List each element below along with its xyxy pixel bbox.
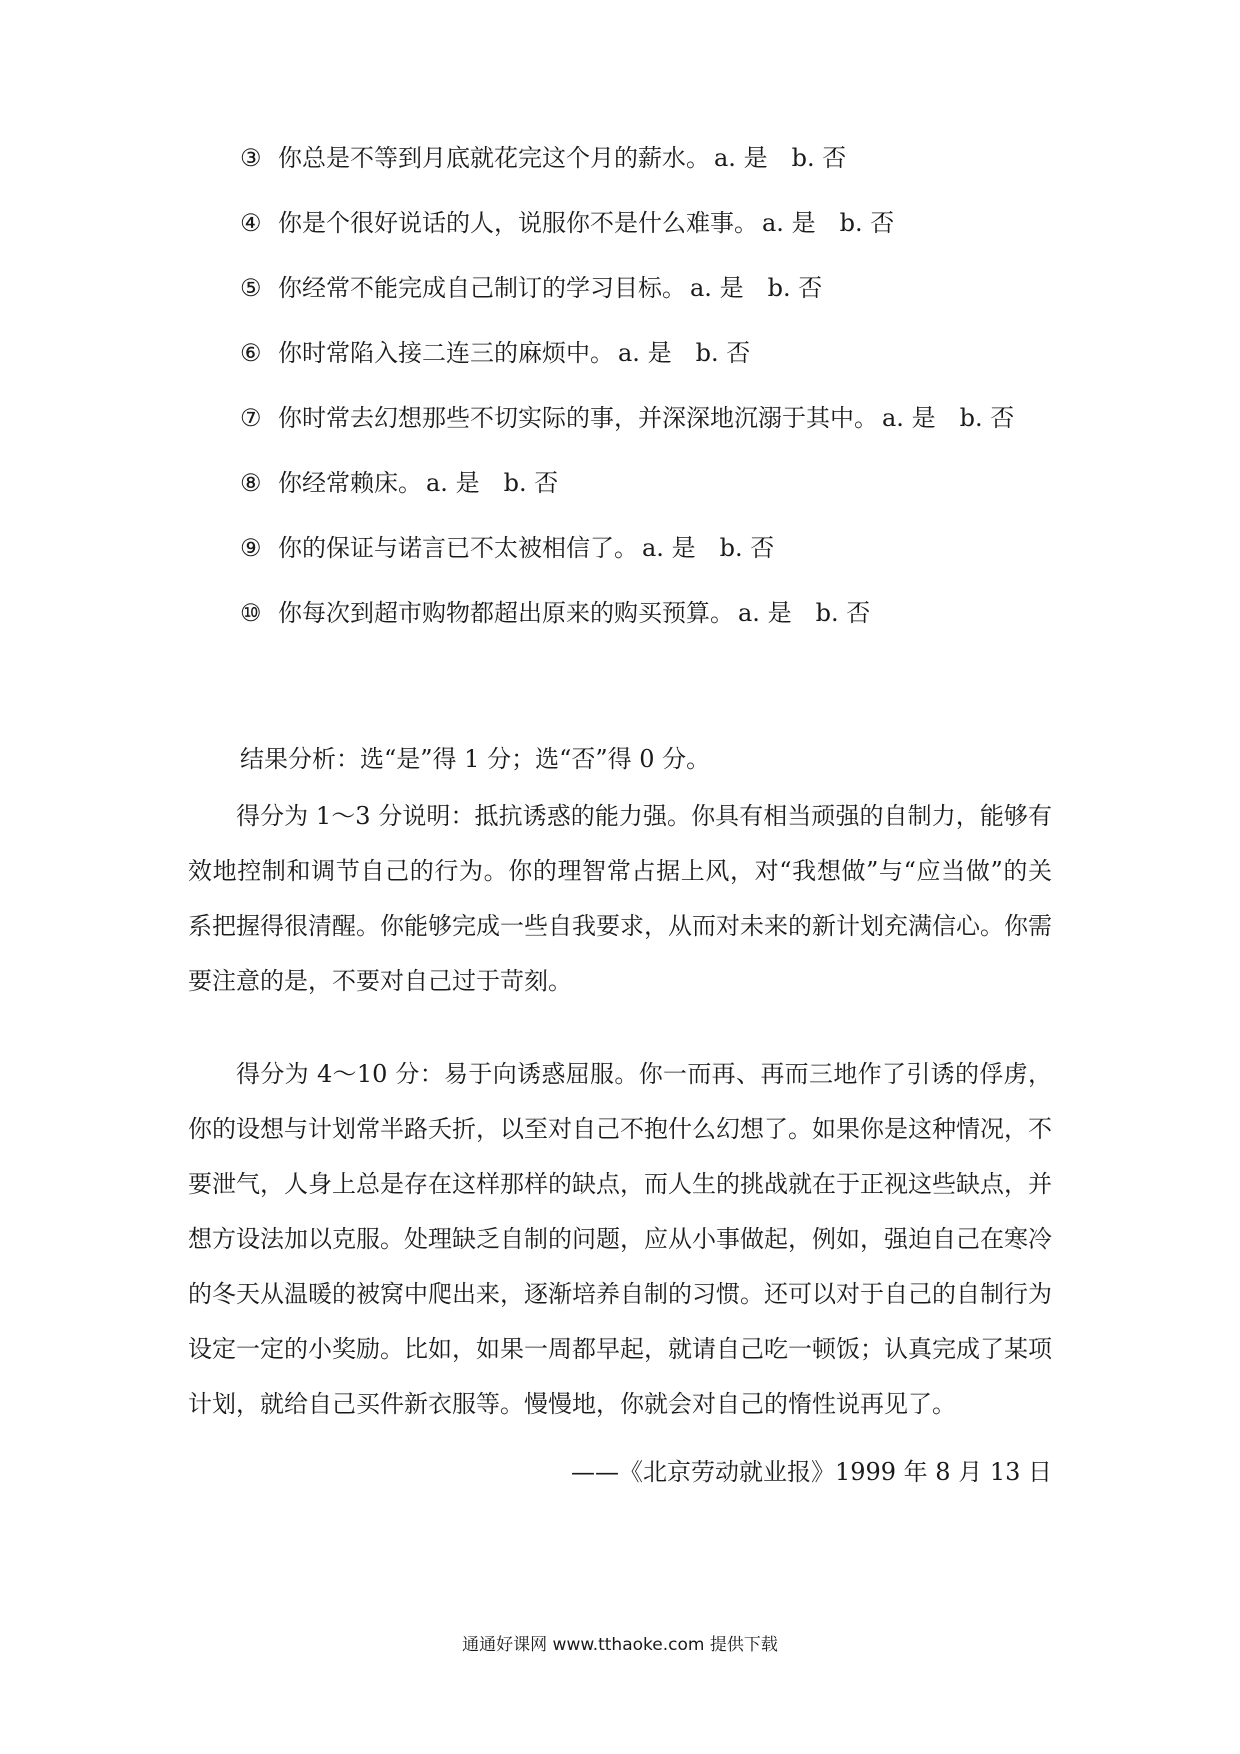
question-text: 你时常陷入接二连三的麻烦中。 — [278, 339, 614, 367]
question-text: 你时常去幻想那些不切实际的事，并深深地沉溺于其中。 — [278, 404, 878, 432]
question-number: ③ — [240, 144, 262, 172]
question-item — [240, 597, 870, 629]
option-a: a. 是 — [690, 274, 744, 302]
question-number: ⑦ — [240, 404, 262, 432]
option-a: a. 是 — [714, 144, 768, 172]
question-number: ⑧ — [240, 469, 262, 497]
question-number: ⑨ — [240, 534, 262, 562]
question-item — [240, 402, 1014, 434]
question-number: ④ — [240, 209, 262, 237]
question-text: 你经常不能完成自己制订的学习目标。 — [278, 274, 686, 302]
option-b: b. 否 — [719, 534, 775, 562]
score-explanation-low: 得分为 1～3 分说明：抵抗诱惑的能力强。你具有相当顽强的自制力，能够有效地控制和调节自己的行为。你的理智常占据上风，对“我想做”与“应当做”的关系把握得很清醒。你能够完成一些自我要求，从而对未来的新计划充满信心。你需要注意的是，不要对自己过于苛刻。 — [188, 802, 1052, 995]
result-analysis: 结果分析：选“是”得 1 分；选“否”得 0 分。 — [240, 745, 711, 773]
option-b: b. 否 — [695, 339, 751, 367]
option-a: a. 是 — [762, 209, 816, 237]
option-a: a. 是 — [882, 404, 936, 432]
option-a: a. 是 — [426, 469, 480, 497]
question-text: 你经常赖床。 — [278, 469, 422, 497]
option-b: b. 否 — [767, 274, 823, 302]
option-b: b. 否 — [815, 599, 871, 627]
score-explanation-high: 得分为 4～10 分：易于向诱惑屈服。你一而再、再而三地作了引诱的俘虏，你的设想与计划常半路夭折，以至对自己不抱什么幻想了。如果你是这种情况，不要泄气，人身上总是存在这样那样的缺点，而人生的挑战就在于正视这些缺点，并想方设法加以克服。处理缺乏自制的问题，应从小事做起，例如，强迫自己在寒冷的冬天从温暖的被窝中爬出来，逐渐培养自制的习惯。还可以对于自己的自制行为设定一定的小奖励。比如，如果一周都早起，就请自己吃一顿饭；认真完成了某项计划，就给自己买件新衣服等。慢慢地，你就会对自己的惰性说再见了。 — [188, 1060, 1052, 1418]
option-b: b. 否 — [959, 404, 1015, 432]
question-item — [240, 207, 894, 239]
option-a: a. 是 — [642, 534, 696, 562]
source-citation: ——《北京劳动就业报》1999 年 8 月 13 日 — [570, 1458, 1052, 1486]
option-a: a. 是 — [738, 599, 792, 627]
question-number: ⑥ — [240, 339, 262, 367]
option-a: a. 是 — [618, 339, 672, 367]
footer-download-note: 通通好课网 www.tthaoke.com 提供下载 — [462, 1635, 778, 1655]
question-item — [240, 467, 558, 499]
question-item — [240, 532, 774, 564]
option-b: b. 否 — [503, 469, 559, 497]
option-b: b. 否 — [839, 209, 895, 237]
question-item — [240, 337, 750, 369]
question-item — [240, 142, 846, 174]
question-text: 你是个很好说话的人，说服你不是什么难事。 — [278, 209, 758, 237]
option-b: b. 否 — [791, 144, 847, 172]
question-text: 你每次到超市购物都超出原来的购买预算。 — [278, 599, 734, 627]
question-item — [240, 272, 822, 304]
question-text: 你总是不等到月底就花完这个月的薪水。 — [278, 144, 710, 172]
question-number: ⑩ — [240, 599, 262, 627]
question-number: ⑤ — [240, 274, 262, 302]
question-text: 你的保证与诺言已不太被相信了。 — [278, 534, 638, 562]
